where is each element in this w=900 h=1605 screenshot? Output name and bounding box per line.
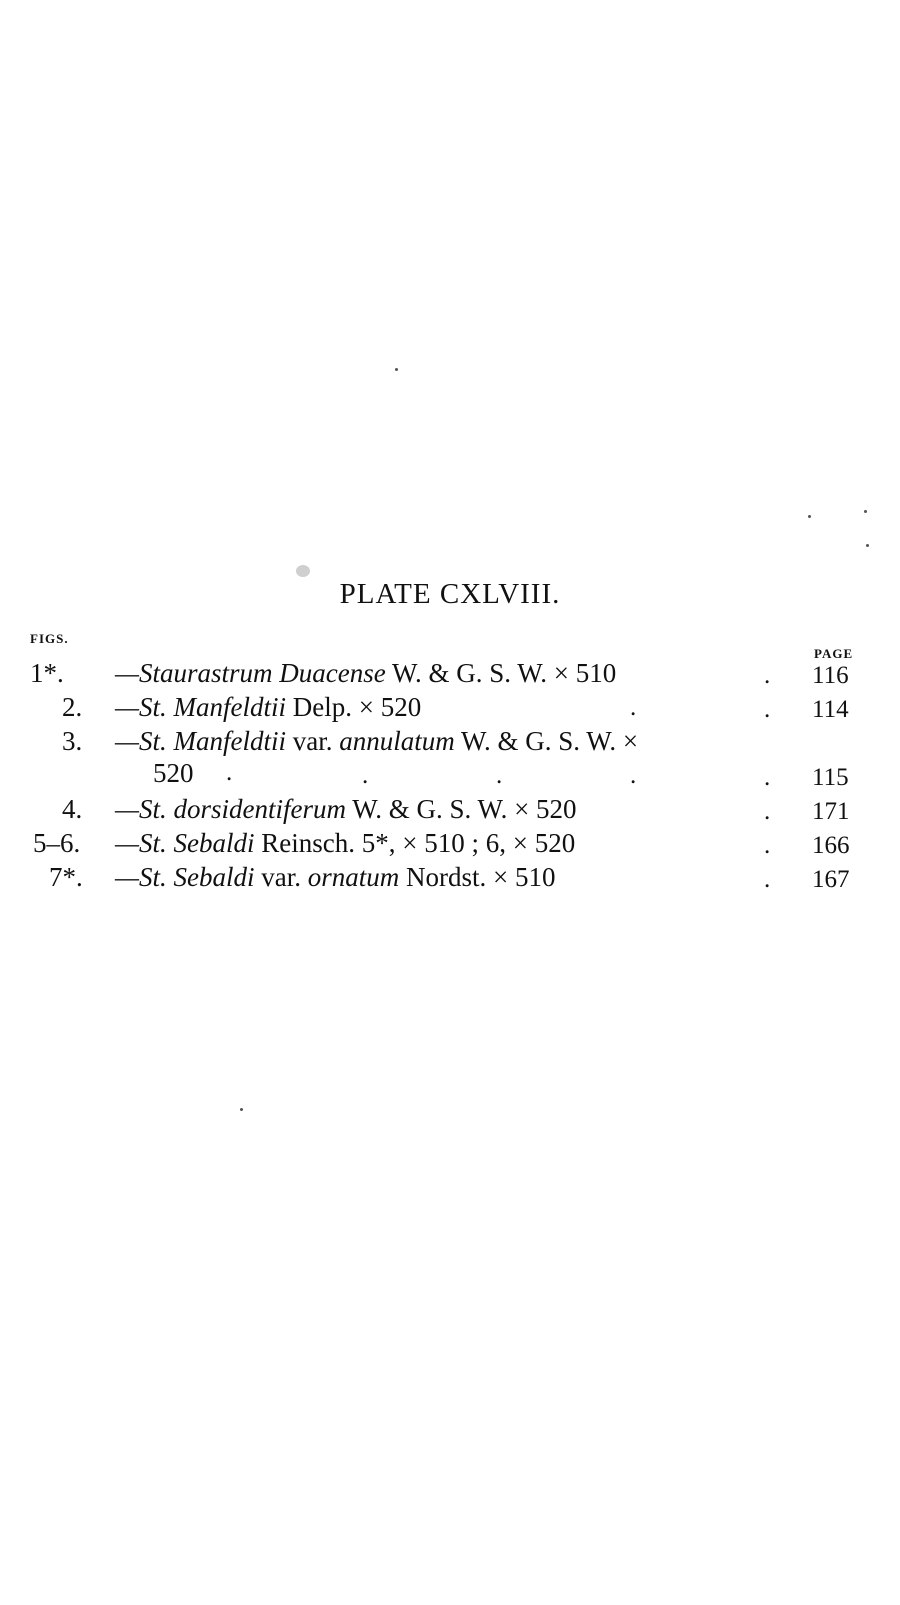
fig-number: 7*. bbox=[49, 862, 83, 892]
fig-number: 4. bbox=[62, 794, 83, 824]
plate-entry-text bbox=[115, 725, 638, 757]
species-name: —St. Manfeldtii bbox=[115, 692, 286, 722]
figs-header: FIGS. bbox=[30, 631, 69, 646]
species-name: —St. Sebaldi bbox=[115, 862, 255, 892]
plate-entry-text bbox=[115, 691, 421, 723]
paper-speck bbox=[240, 1108, 243, 1111]
page-number: 116 bbox=[812, 662, 849, 689]
variety-label: var. bbox=[286, 726, 340, 756]
page-number: 115 bbox=[812, 764, 849, 791]
leader-dot: . bbox=[764, 866, 771, 893]
leader-dot: . bbox=[630, 762, 637, 789]
page-number: 167 bbox=[812, 866, 850, 893]
plate-entry-text bbox=[115, 657, 616, 689]
plate-title: PLATE CXLVIII. bbox=[339, 578, 561, 610]
page-number: 171 bbox=[812, 798, 850, 825]
species-name: —St. Manfeldtii bbox=[115, 726, 286, 756]
leader-dot: . bbox=[764, 662, 771, 689]
fig-number: 3. bbox=[62, 726, 83, 756]
authority: W. & G. S. W. × 510 bbox=[385, 658, 617, 688]
authority: Reinsch. 5*, × 510 ; 6, × 520 bbox=[254, 828, 576, 858]
page-header: PAGE bbox=[814, 646, 854, 661]
leader-dot: . bbox=[630, 694, 637, 721]
paper-speck bbox=[864, 510, 867, 513]
leader-dot: . bbox=[496, 762, 503, 789]
authority: Delp. × 520 bbox=[286, 692, 422, 722]
leader-dot: . bbox=[764, 832, 771, 859]
variety-label: var. bbox=[254, 862, 308, 892]
paper-speck bbox=[808, 515, 811, 518]
leader-dot: . bbox=[764, 798, 771, 825]
leader-dot: . bbox=[226, 759, 233, 786]
authority: Nordst. × 510 bbox=[399, 862, 556, 892]
leader-dot: . bbox=[362, 762, 369, 789]
leader-dot: . bbox=[764, 696, 771, 723]
ink-smudge bbox=[296, 565, 310, 577]
paper-speck bbox=[866, 544, 869, 547]
fig-number: 1*. bbox=[30, 658, 64, 688]
authority: W. & G. S. W. × bbox=[454, 726, 639, 756]
plate-entry-text bbox=[115, 861, 556, 893]
fig-number: 5–6. bbox=[33, 828, 81, 858]
page-number: 166 bbox=[812, 832, 850, 859]
fig-number: 2. bbox=[62, 692, 83, 722]
species-name: —St. Sebaldi bbox=[115, 828, 255, 858]
authority: W. & G. S. W. × 520 bbox=[346, 794, 577, 824]
continuation-text: 520 bbox=[153, 758, 194, 788]
species-name: —St. dorsidentiferum bbox=[115, 794, 347, 824]
plate-entry-text bbox=[115, 793, 577, 825]
plate-entry-text bbox=[115, 827, 575, 859]
leader-dot: . bbox=[764, 764, 771, 791]
paper-speck bbox=[395, 368, 398, 371]
page-number: 114 bbox=[812, 696, 849, 723]
species-name: —Staurastrum Duacense bbox=[115, 658, 386, 688]
variety-name: ornatum bbox=[307, 862, 400, 892]
variety-name: annulatum bbox=[339, 726, 455, 756]
